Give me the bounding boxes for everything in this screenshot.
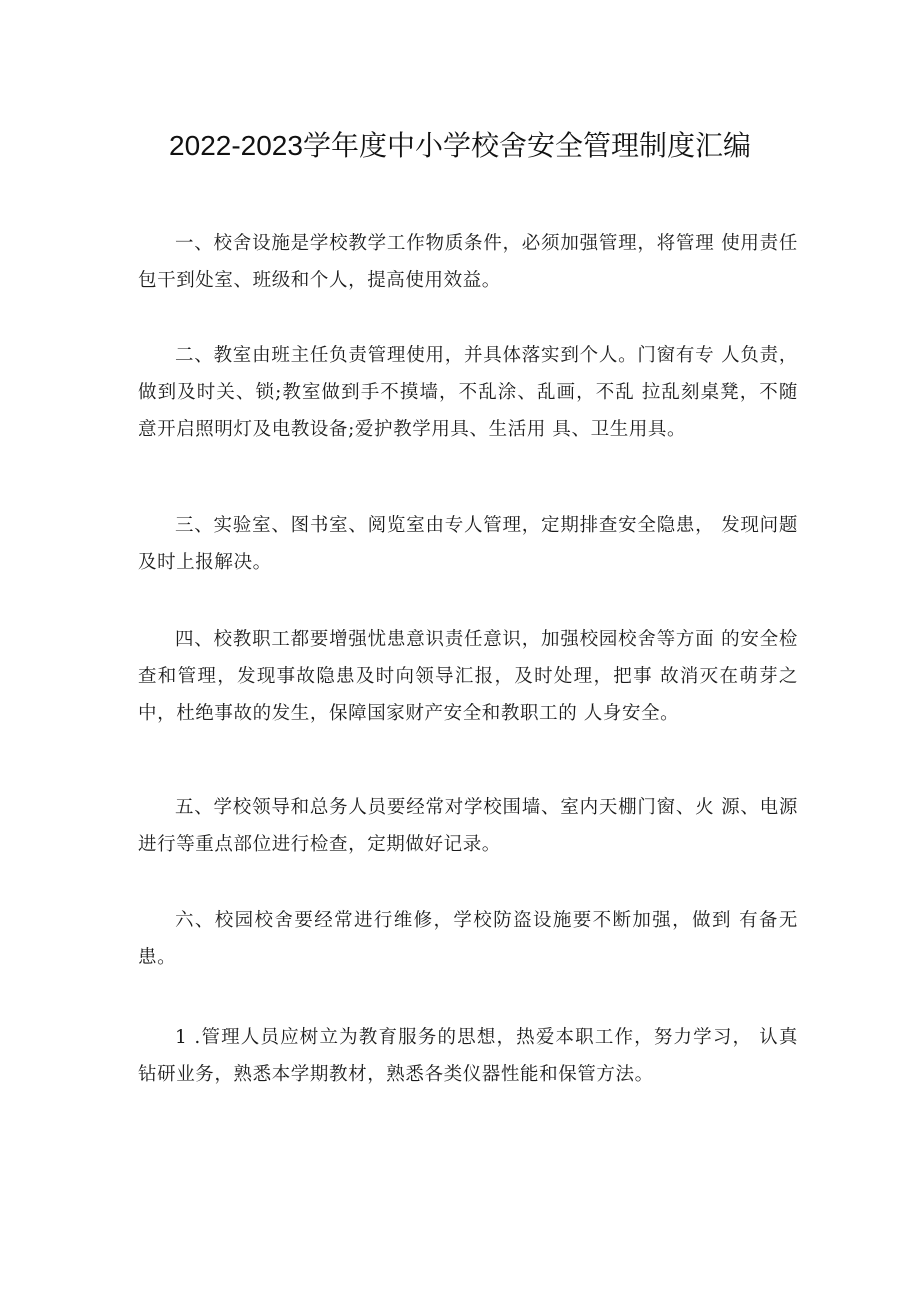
- document-title: 2022-2023学年度中小学校舍安全管理制度汇编: [169, 130, 751, 161]
- paragraph-1: 一、校舍设施是学校教学工作物质条件，必须加强管理，将管理 使用责任包干到处室、班级和个人，提高使用效益。: [138, 233, 798, 291]
- paragraph-4: 四、校教职工都要增强忧患意识责任意识，加强校园校舍等方面 的安全检查和管理，发现事故隐患及时向领导汇报，及时处理，把事 故消灭在萌芽之中，杜绝事故的发生，保障国家财产安全和教职工的 人身安全。: [138, 629, 798, 724]
- paragraph-3: 三、实验室、图书室、阅览室由专人管理，定期排查安全隐患， 发现问题及时上报解决。: [138, 515, 798, 573]
- paragraph-6: 六、校园校舍要经常进行维修，学校防盗设施要不断加强，做到 有备无患。: [138, 910, 798, 968]
- paragraph-7: 1 .管理人员应树立为教育服务的思想，热爱本职工作，努力学习， 认真钻研业务，熟悉本学期教材，熟悉各类仪器性能和保管方法。: [138, 1027, 798, 1085]
- paragraph-5: 五、学校领导和总务人员要经常对学校围墙、室内天棚门窗、火 源、电源进行等重点部位进行检查，定期做好记录。: [138, 797, 798, 855]
- paragraph-2: 二、教室由班主任负责管理使用，并具体落实到个人。门窗有专 人负责，做到及时关、锁;教室做到手不摸墙，不乱涂、乱画，不乱 拉乱刻桌凳，不随意开启照明灯及电教设备;爱护教学用具、生活用 具、卫生用具。: [138, 345, 798, 440]
